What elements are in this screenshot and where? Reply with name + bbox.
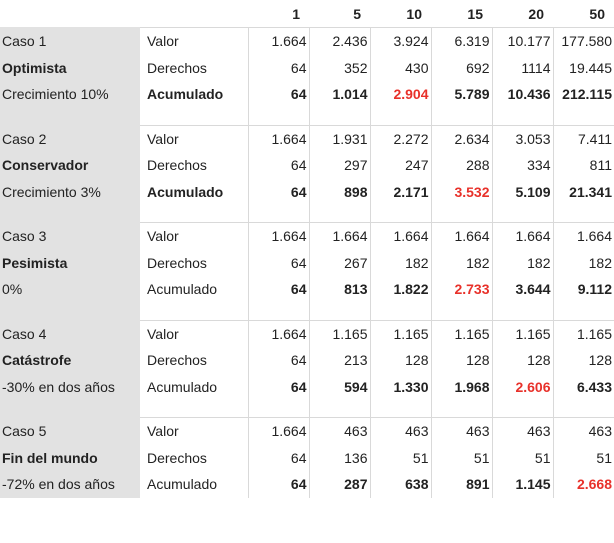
case-spacer-row [0, 303, 614, 321]
spacer-cell [431, 205, 492, 223]
spacer-cell [492, 108, 553, 126]
value-cell: 10.177 [492, 28, 553, 55]
value-cell: 811 [553, 152, 614, 179]
value-cell: 463 [492, 418, 553, 445]
case-growth: -72% en dos años [0, 471, 140, 498]
value-cell: 1.664 [248, 28, 309, 55]
value-cell: 463 [370, 418, 431, 445]
spacer-cell [140, 400, 248, 418]
value-cell: 1.165 [309, 320, 370, 347]
header-blank-row [140, 0, 248, 28]
value-cell: 213 [309, 347, 370, 374]
value-cell: 287 [309, 471, 370, 498]
value-cell: 7.411 [553, 125, 614, 152]
value-cell: 1.330 [370, 374, 431, 401]
spacer-cell [0, 108, 140, 126]
value-cell: 594 [309, 374, 370, 401]
table-row [0, 152, 614, 179]
table-row [0, 471, 614, 498]
spacer-cell [248, 303, 309, 321]
case-label: Caso 5 [0, 418, 140, 445]
value-cell: 430 [370, 55, 431, 82]
row-label: Valor [140, 125, 248, 152]
value-cell: 1.145 [492, 471, 553, 498]
table-row [0, 81, 614, 108]
value-cell: 1.664 [370, 223, 431, 250]
spacer-cell [492, 303, 553, 321]
value-cell: 1.165 [553, 320, 614, 347]
spacer-cell [553, 108, 614, 126]
row-label: Derechos [147, 449, 207, 466]
value-cell: 64 [248, 179, 309, 206]
value-cell: 638 [370, 471, 431, 498]
value-cell: 1.014 [309, 81, 370, 108]
row-label: Acumulado [147, 281, 218, 298]
year-header: 1 [292, 5, 300, 22]
value-cell: 64 [248, 347, 309, 374]
value-cell: 2.606 [492, 374, 553, 401]
row-label: Valor [140, 418, 248, 445]
value-cell: 1.165 [431, 320, 492, 347]
row-label: Derechos [147, 254, 207, 271]
value-cell: 51 [492, 445, 553, 472]
spacer-cell [0, 303, 140, 321]
value-cell: 3.532 [431, 179, 492, 206]
value-cell: 6.433 [553, 374, 614, 401]
table-row [0, 28, 614, 55]
value-cell: 1.165 [370, 320, 431, 347]
value-cell: 463 [309, 418, 370, 445]
value-cell: 64 [248, 374, 309, 401]
value-cell: 128 [431, 347, 492, 374]
case-spacer-row [0, 400, 614, 418]
value-cell: 334 [492, 152, 553, 179]
value-cell: 128 [553, 347, 614, 374]
value-cell: 64 [248, 471, 309, 498]
value-cell: 2.904 [370, 81, 431, 108]
year-header: 15 [467, 5, 483, 22]
spacer-cell [370, 108, 431, 126]
value-cell: 10.436 [492, 81, 553, 108]
value-cell: 1.931 [309, 125, 370, 152]
value-cell: 182 [553, 250, 614, 277]
case-name: Pesimista [0, 250, 140, 277]
case-name: Fin del mundo [0, 445, 140, 472]
case-label: Caso 2 [0, 125, 140, 152]
spacer-cell [309, 205, 370, 223]
case-label: Caso 1 [0, 28, 140, 55]
row-label: Valor [140, 320, 248, 347]
spacer-cell [370, 303, 431, 321]
value-cell: 813 [309, 276, 370, 303]
value-cell: 21.341 [553, 179, 614, 206]
value-cell: 64 [248, 250, 309, 277]
value-cell: 898 [309, 179, 370, 206]
table-row [0, 250, 614, 277]
value-cell: 891 [431, 471, 492, 498]
spacer-cell [370, 400, 431, 418]
row-label: Valor [140, 28, 248, 55]
value-cell: 2.668 [553, 471, 614, 498]
row-label: Valor [140, 223, 248, 250]
value-cell: 64 [248, 81, 309, 108]
case-growth: Crecimiento 3% [0, 179, 140, 206]
value-cell: 64 [248, 152, 309, 179]
spacer-cell [309, 400, 370, 418]
value-cell: 51 [370, 445, 431, 472]
case-label: Caso 4 [0, 320, 140, 347]
spacer-cell [0, 400, 140, 418]
case-spacer-row [0, 205, 614, 223]
spacer-cell [248, 108, 309, 126]
value-cell: 352 [309, 55, 370, 82]
value-cell: 1.664 [248, 320, 309, 347]
value-cell: 247 [370, 152, 431, 179]
value-cell: 1.664 [309, 223, 370, 250]
value-cell: 64 [248, 276, 309, 303]
value-cell: 212.115 [553, 81, 614, 108]
case-name: Catástrofe [0, 347, 140, 374]
spacer-cell [370, 205, 431, 223]
value-cell: 1.664 [431, 223, 492, 250]
row-label: Derechos [147, 59, 207, 76]
year-header: 5 [353, 5, 361, 22]
table-row [0, 223, 614, 250]
spacer-cell [0, 205, 140, 223]
spacer-cell [248, 205, 309, 223]
value-cell: 1.664 [248, 223, 309, 250]
table-row [0, 276, 614, 303]
value-cell: 3.924 [370, 28, 431, 55]
value-cell: 51 [431, 445, 492, 472]
case-growth: -30% en dos años [0, 374, 140, 401]
value-cell: 51 [553, 445, 614, 472]
value-cell: 177.580 [553, 28, 614, 55]
value-cell: 1.822 [370, 276, 431, 303]
value-cell: 182 [431, 250, 492, 277]
value-cell: 128 [492, 347, 553, 374]
value-cell: 2.171 [370, 179, 431, 206]
value-cell: 463 [431, 418, 492, 445]
value-cell: 1.664 [248, 125, 309, 152]
spacer-cell [553, 400, 614, 418]
year-header: 20 [528, 5, 544, 22]
case-growth: 0% [0, 276, 140, 303]
spacer-cell [309, 303, 370, 321]
value-cell: 1.664 [492, 223, 553, 250]
spacer-cell [140, 303, 248, 321]
case-name: Conservador [0, 152, 140, 179]
value-cell: 182 [492, 250, 553, 277]
spacer-cell [553, 205, 614, 223]
value-cell: 19.445 [553, 55, 614, 82]
table-row [0, 125, 614, 152]
row-label: Acumulado [147, 86, 224, 103]
value-cell: 182 [370, 250, 431, 277]
value-cell: 2.733 [431, 276, 492, 303]
case-name: Optimista [0, 55, 140, 82]
value-cell: 692 [431, 55, 492, 82]
case-label: Caso 3 [0, 223, 140, 250]
value-cell: 2.634 [431, 125, 492, 152]
row-label: Acumulado [147, 183, 224, 200]
value-cell: 1114 [492, 55, 553, 82]
spacer-cell [431, 108, 492, 126]
value-cell: 1.968 [431, 374, 492, 401]
case-spacer-row [0, 108, 614, 126]
row-label: Derechos [147, 157, 207, 174]
value-cell: 463 [553, 418, 614, 445]
value-cell: 128 [370, 347, 431, 374]
table-row [0, 445, 614, 472]
spacer-cell [140, 205, 248, 223]
row-label: Derechos [147, 352, 207, 369]
spacer-cell [309, 108, 370, 126]
table-row [0, 55, 614, 82]
value-cell: 2.436 [309, 28, 370, 55]
value-cell: 288 [431, 152, 492, 179]
table-row [0, 347, 614, 374]
value-cell: 1.664 [553, 223, 614, 250]
table-row [0, 374, 614, 401]
value-cell: 3.644 [492, 276, 553, 303]
value-cell: 1.664 [248, 418, 309, 445]
value-cell: 9.112 [553, 276, 614, 303]
year-header-row [0, 0, 614, 28]
spacer-cell [431, 303, 492, 321]
spacer-cell [553, 303, 614, 321]
row-label: Acumulado [147, 378, 218, 395]
table-row [0, 320, 614, 347]
value-cell: 64 [248, 445, 309, 472]
spacer-cell [140, 108, 248, 126]
header-blank-case [0, 0, 140, 28]
spacer-cell [492, 205, 553, 223]
value-cell: 1.165 [492, 320, 553, 347]
year-header: 50 [589, 5, 605, 22]
table-row [0, 179, 614, 206]
value-cell: 136 [309, 445, 370, 472]
value-cell: 3.053 [492, 125, 553, 152]
value-cell: 5.109 [492, 179, 553, 206]
case-growth: Crecimiento 10% [0, 81, 140, 108]
value-cell: 64 [248, 55, 309, 82]
spacer-cell [492, 400, 553, 418]
value-cell: 297 [309, 152, 370, 179]
value-cell: 5.789 [431, 81, 492, 108]
value-cell: 2.272 [370, 125, 431, 152]
value-cell: 267 [309, 250, 370, 277]
year-header: 10 [406, 5, 422, 22]
row-label: Acumulado [147, 476, 218, 493]
value-cell: 6.319 [431, 28, 492, 55]
spacer-cell [248, 400, 309, 418]
spacer-cell [431, 400, 492, 418]
table-body [0, 28, 614, 498]
table-row [0, 418, 614, 445]
